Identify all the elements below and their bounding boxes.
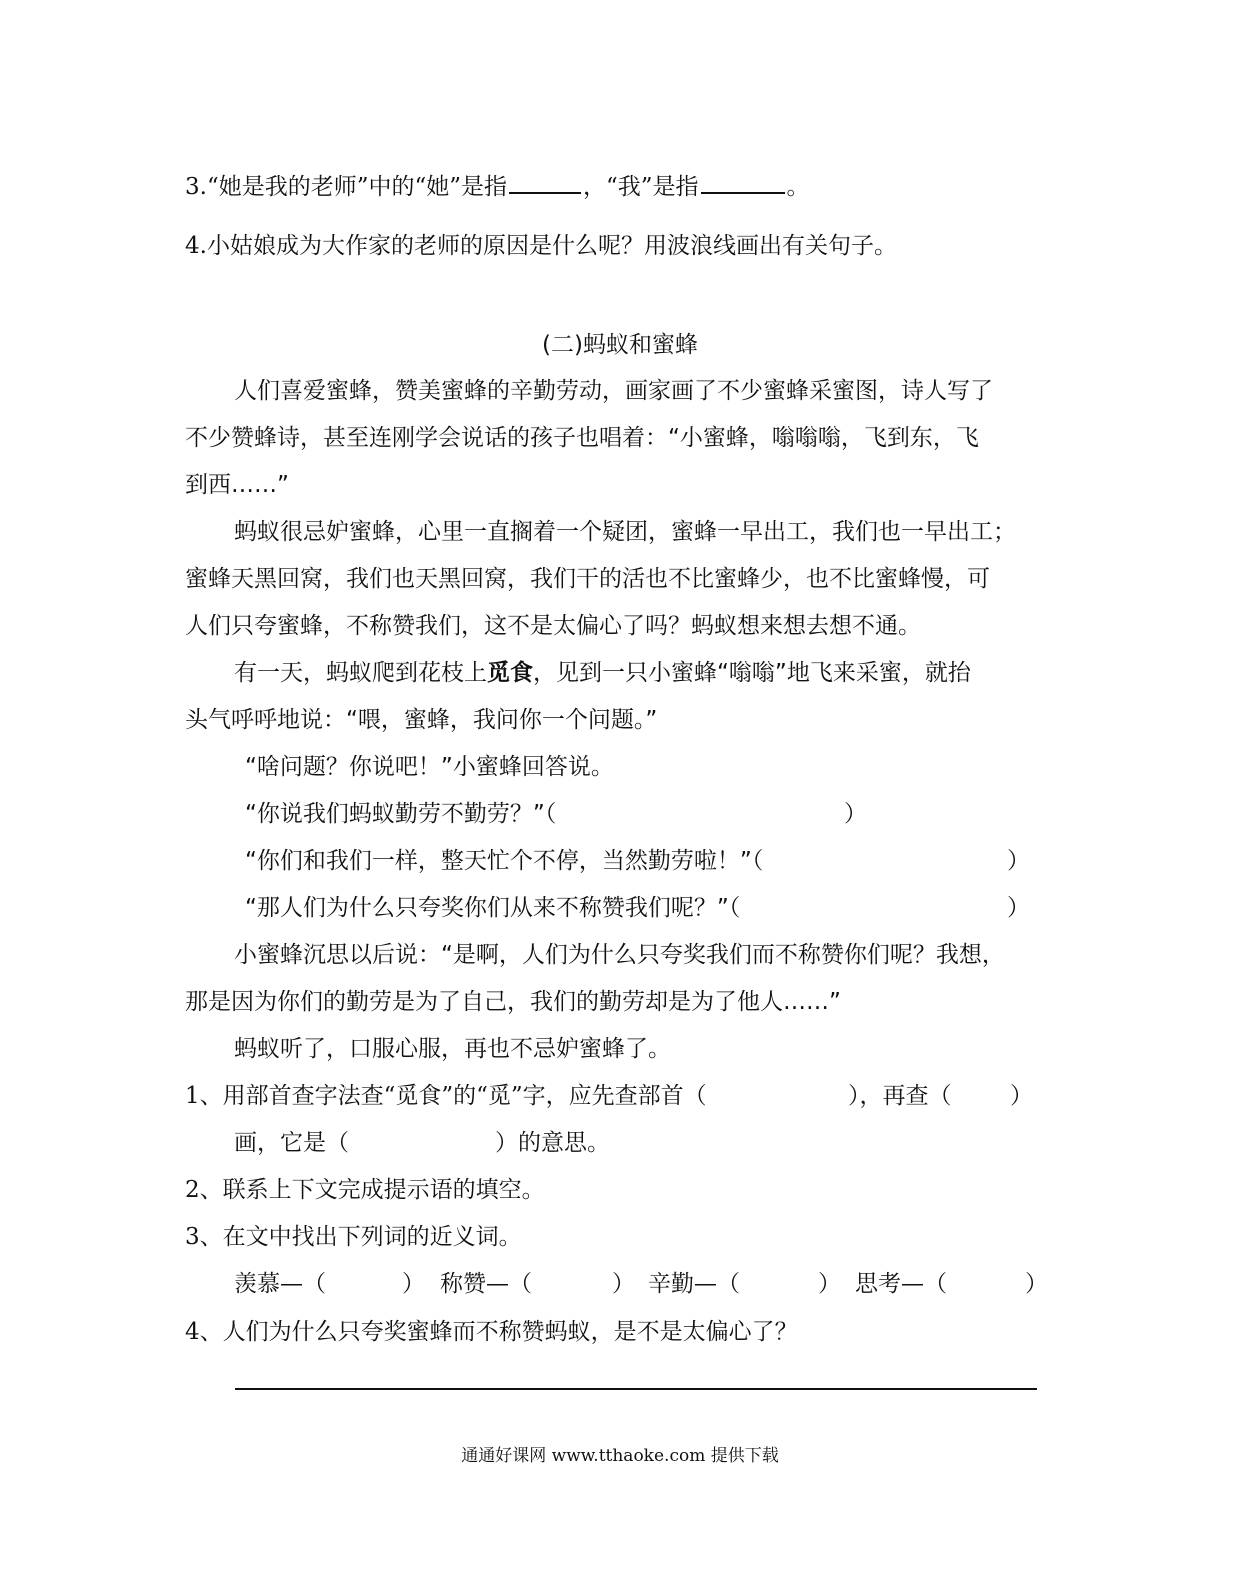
synonym-item: 思考—（ [855,1271,947,1297]
synonym-close-paren: ） [612,1271,635,1297]
dialogue-line-2 [245,846,763,876]
story-line: 人们喜爱蜜蜂，赞美蜜蜂的辛勤劳动，画家画了不少蜜蜂采蜜图，诗人写了 [234,378,993,404]
story-title: (二)蚂蚁和蜜蜂 [542,332,698,358]
keyword-mishi: 觅食 [487,660,533,686]
story-line: 头气呼呼地说：“喂，蜜蜂，我问你一个问题。” [185,707,658,733]
synonym-close-paren: ） [402,1271,425,1297]
dialogue-answer-paren-close: ） [1007,895,1030,921]
q1-text-a: 1、用部首查字法查“觅食”的“觅”字，应先查部首（ [185,1083,707,1109]
story-line: 那是因为你们的勤劳是为了自己，我们的勤劳却是为了他人……” [185,989,841,1015]
story-line-youyitian [234,658,971,688]
dialogue-answer-paren-close: ） [844,801,867,827]
question-4-prev: 4.小姑娘成为大作家的老师的原因是什么呢？用波浪线画出有关句子。 [185,233,897,259]
q1-text-c: ） [1010,1083,1033,1109]
story-line: 蜜蜂天黑回窝，我们也天黑回窝，我们干的活也不比蜜蜂少，也不比蜜蜂慢，可 [185,566,990,592]
story-text: 有一天，蚂蚁爬到花枝上 [234,660,487,686]
q3-blank-2[interactable] [701,172,785,194]
synonym-close-paren: ） [818,1271,841,1297]
question-4: 4、人们为什么只夸奖蜜蜂而不称赞蚂蚁，是不是太偏心了？ [185,1319,798,1345]
dialogue-line-1 [245,799,556,829]
story-line: 到西……” [185,472,289,498]
story-line: 蚂蚁听了，口服心服，再也不忌妒蜜蜂了。 [234,1036,671,1062]
dialogue-answer-paren-close: ） [1007,848,1030,874]
synonym-item: 羡慕—（ [234,1271,326,1297]
q1-text-d: 画，它是（ [234,1130,349,1156]
story-text: ，见到一只小蜜蜂“嗡嗡”地飞来采蜜，就抬 [533,660,971,686]
question-1-line-2 [234,1128,349,1158]
q3-suffix: 。 [786,174,810,200]
q1-text-e: ）的意思。 [495,1130,610,1156]
q3-middle: ，“我”是指 [582,174,699,200]
answer-line[interactable] [235,1388,1037,1390]
synonym-item: 辛勤—（ [648,1271,740,1297]
synonym-item: 称赞—（ [440,1271,532,1297]
dialogue-line-3 [245,893,740,923]
question-3: 3、在文中找出下列词的近义词。 [185,1224,522,1250]
story-line: 不少赞蜂诗，甚至连刚学会说话的孩子也唱着：“小蜜蜂，嗡嗡嗡，飞到东，飞 [185,425,979,451]
question-1-line-1 [185,1081,707,1111]
synonym-close-paren: ） [1025,1271,1048,1297]
dialogue-text: “你说我们蚂蚁勤劳不勤劳？”（ [245,801,557,827]
question-3-prev [185,172,810,202]
story-line: “啥问题？你说吧！”小蜜蜂回答说。 [245,754,614,780]
footer-credit: 通通好课网 www.tthaoke.com 提供下载 [461,1446,779,1466]
dialogue-text: “那人们为什么只夸奖你们从来不称赞我们呢？”（ [245,895,741,921]
question-2: 2、联系上下文完成提示语的填空。 [185,1177,545,1203]
q1-text-b: ），再查（ [848,1083,952,1109]
q3-blank-1[interactable] [509,172,581,194]
story-line: 小蜜蜂沉思以后说：“是啊，人们为什么只夸奖我们而不称赞你们呢？我想， [234,942,1005,968]
story-line: 人们只夸蜜蜂，不称赞我们，这不是太偏心了吗？蚂蚁想来想去想不通。 [185,613,921,639]
q3-prefix: 3.“她是我的老师”中的“她”是指 [185,174,507,200]
story-line: 蚂蚁很忌妒蜜蜂，心里一直搁着一个疑团，蜜蜂一早出工，我们也一早出工； [234,519,1016,545]
dialogue-text: “你们和我们一样，整天忙个不停，当然勤劳啦！”（ [245,848,764,874]
